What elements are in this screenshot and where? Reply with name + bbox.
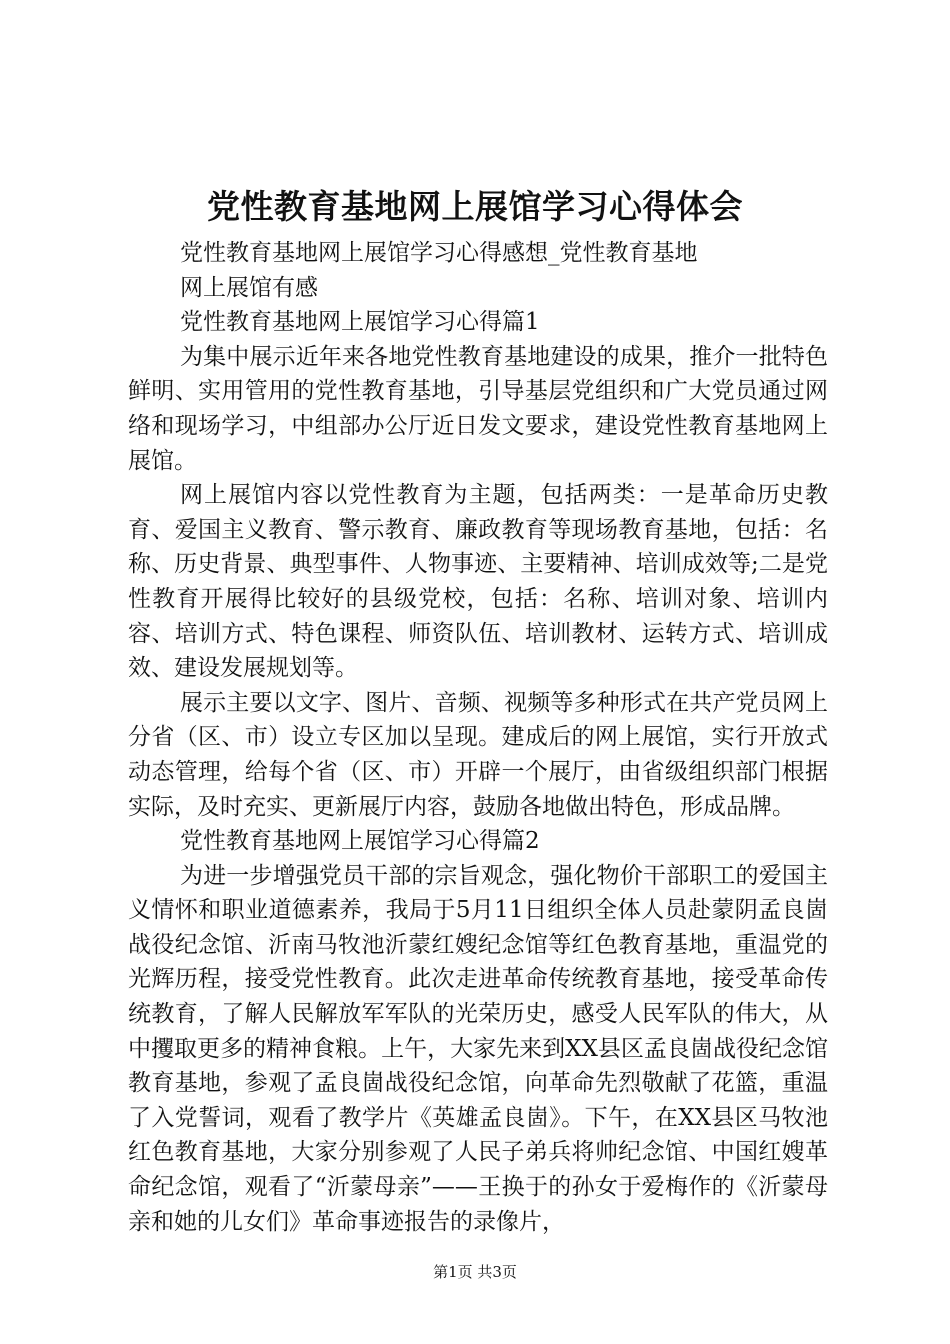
document-body xyxy=(128,236,828,1239)
paragraph: 为进一步增强党员干部的宗旨观念，强化物价干部职工的爱国主义情怀和职业道德素养，我局于5月11日组织全体人员赴蒙阴孟良崮战役纪念馆、沂南马牧池沂蒙红嫂纪念馆等红色教育基地，重温党的光辉历程，接受党性教育。此次走进革命传统教育基地，接受革命传统教育，了解人民解放军军队的光荣历史，感受人民军队的伟大，从中攫取更多的精神食粮。上午，大家先来到XX县区孟良崮战役纪念馆教育基地，参观了孟良崮战役纪念馆，向革命先烈敬献了花篮，重温了入党誓词，观看了教学片《英雄孟良崮》。下午，在XX县区马牧池红色教育基地，大家分别参观了人民子弟兵将帅纪念馆、中国红嫂革命纪念馆，观看了“沂蒙母亲”——王换于的孙女于爱梅作的《沂蒙母亲和她的儿女们》革命事迹报告的录像片， xyxy=(128,862,828,1235)
section-heading-2: 党性教育基地网上展馆学习心得篇2 xyxy=(180,828,540,855)
paragraph: 网上展馆内容以党性教育为主题，包括两类：一是革命历史教育、爱国主义教育、警示教育、廉政教育等现场教育基地，包括：名称、历史背景、典型事件、人物事迹、主要精神、培训成效等;二是党性教育开展得比较好的县级党校，包括：名称、培训对象、培训内容、培训方式、特色课程、师资队伍、培训教材、运转方式、培训成效、建设发展规划等。 xyxy=(128,482,828,682)
paragraph: 为集中展示近年来各地党性教育基地建设的成果，推介一批特色鲜明、实用管用的党性教育基地，引导基层党组织和广大党员通过网络和现场学习，中组部办公厅近日发文要求，建设党性教育基地网上展馆。 xyxy=(128,343,828,474)
section-heading-1: 党性教育基地网上展馆学习心得篇1 xyxy=(180,309,540,336)
document-title: 党性教育基地网上展馆学习心得体会 xyxy=(207,187,743,226)
document-subtitle: 党性教育基地网上展馆学习心得感想_党性教育基地网上展馆有感 xyxy=(180,240,698,301)
page-number-footer: 第1页 共3页 xyxy=(433,1263,517,1281)
paragraph: 展示主要以文字、图片、音频、视频等多种形式在共产党员网上分省（区、市）设立专区加以呈现。建成后的网上展馆，实行开放式动态管理，给每个省（区、市）开辟一个展厅，由省级组织部门根据实际，及时充实、更新展厅内容，鼓励各地做出特色，形成品牌。 xyxy=(128,689,828,820)
